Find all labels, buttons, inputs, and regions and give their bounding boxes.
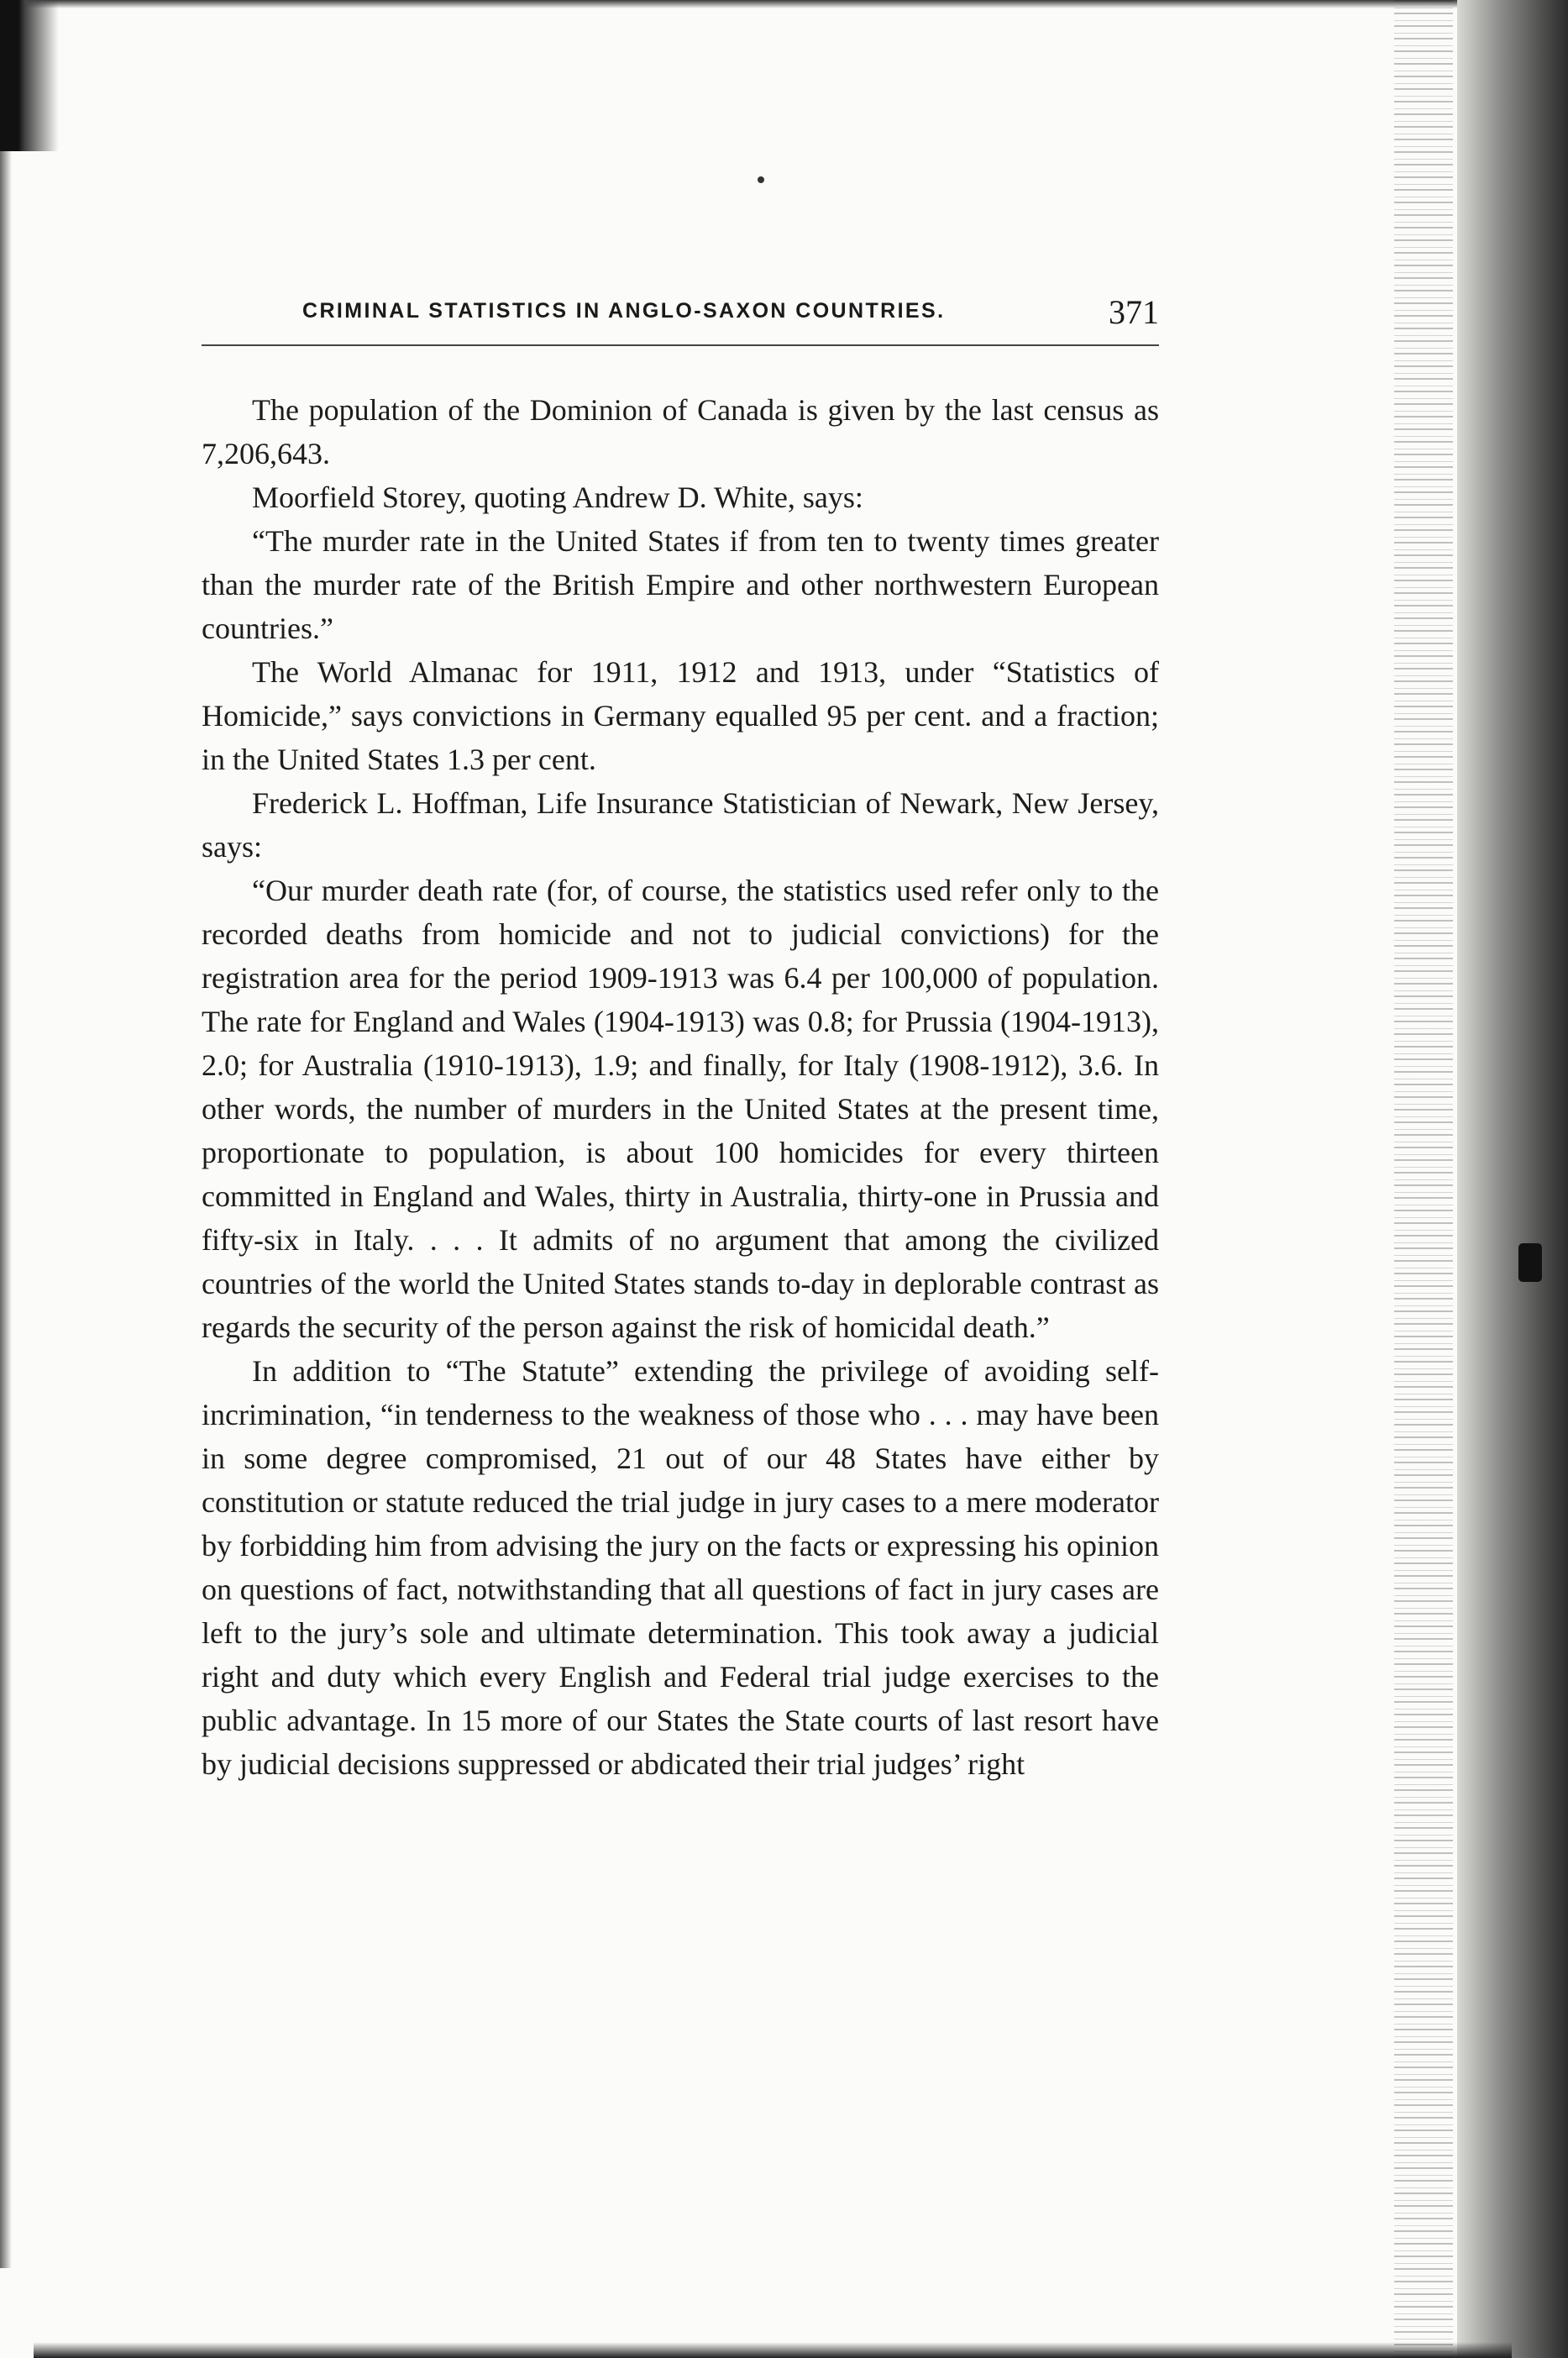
running-header xyxy=(302,292,1159,336)
paragraph-world-almanac: The World Almanac for 1911, 1912 and 1913, under “Statistics of Homicide,” says convictions in Germany equalled 95 per cent. and a fraction; in the United States 1.3 per cent. xyxy=(202,655,1159,776)
paragraph-storey-quote: “The murder rate in the United States if from ten to twenty times greater than the murder rate of the British Empire and other northwestern European countries.” xyxy=(202,524,1159,645)
ink-speck xyxy=(758,176,764,183)
scan-edge-right-noise xyxy=(1394,0,1453,2358)
header-rule xyxy=(202,344,1159,346)
scan-edge-bottom xyxy=(34,2342,1512,2358)
paragraph-self-incrimination: In addition to “The Statute” extending the privilege of avoiding self-incrimination, “in tenderness to the weakness of those who . . . may have been in some degree compromised, 21 out of our 48 States have either by constitution or statute reduced the trial judge in jury cases to a mere moderator by forbidding him from advising the jury on the facts or expressing his opinion on questions of fact, notwithstanding that all questions of fact in jury cases are left to the jury’s sole and ultimate determination. This took away a judicial right and duty which every English and Federal trial judge exercises to the public advantage. In 15 more of our States the State courts of last resort have by judicial decisions suppressed or abdicated their trial judges’ right xyxy=(202,1354,1159,1781)
scan-edge-left xyxy=(0,0,59,151)
paragraph-storey-intro: Moorfield Storey, quoting Andrew D. White, says: xyxy=(252,481,863,514)
running-header-title: CRIMINAL STATISTICS IN ANGLO-SAXON COUNTRIES. xyxy=(302,299,946,323)
paragraph-hoffman-intro: Frederick L. Hoffman, Life Insurance Statistician of Newark, New Jersey, says: xyxy=(202,786,1159,864)
page-number: 371 xyxy=(1109,293,1159,331)
ink-blot xyxy=(1518,1243,1542,1282)
scan-edge-right xyxy=(1457,0,1568,2358)
paragraph-hoffman-quote: “Our murder death rate (for, of course, the statistics used refer only to the recorded deaths from homicide and not to judicial convictions) for the registration area for the period 1909-1913 was 6.4 per 100,000 of population. The rate for England and Wales (1904-1913) was 0.8; for Prussia (1904-1913), 2.0; for Australia (1910-1913), 1.9; and finally, for Italy (1908-1912), 3.6. In other words, the number of murders in the United States at the present time, proportionate to population, is about 100 homicides for every thirteen committed in England and Wales, thirty in Australia, thirty-one in Prussia and fifty-six in Italy. . . . It admits of no argument that among the civilized countries of the world the United States stands to-day in deplorable contrast as regards the security of the person against the risk of homicidal death.” xyxy=(202,874,1159,1344)
scan-edge-left-shadow xyxy=(0,151,12,2268)
paragraph-canada-population: The population of the Dominion of Canada is given by the last census as 7,206,643. xyxy=(202,393,1159,470)
scan-edge-top xyxy=(0,0,1568,8)
body-text xyxy=(202,388,1159,1786)
